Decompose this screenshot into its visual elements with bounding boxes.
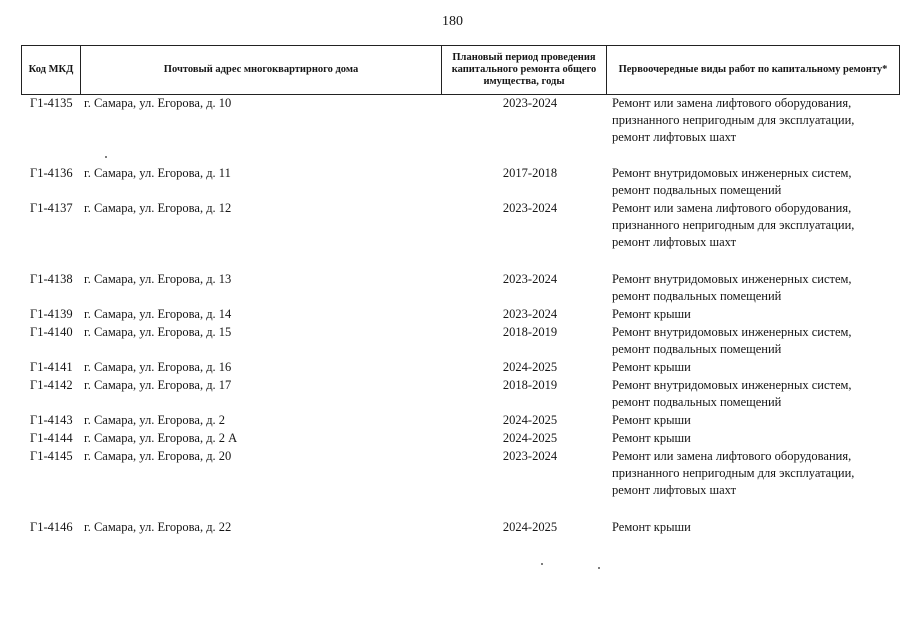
work-line: ремонт подвальных помещений bbox=[612, 342, 782, 356]
work-line: ремонт подвальных помещений bbox=[612, 395, 782, 409]
header-period: Плановый период проведения капитального ремонта общего имущества, годы bbox=[442, 46, 607, 94]
cell-period: 2018-2019 bbox=[502, 378, 558, 392]
cell-works bbox=[612, 306, 897, 323]
scan-speck bbox=[541, 563, 543, 565]
work-line: ремонт лифтовых шахт bbox=[612, 235, 737, 249]
cell-address: г. Самара, ул. Егорова, д. 10 bbox=[84, 96, 232, 110]
header-address: Почтовый адрес многоквартирного дома bbox=[81, 46, 442, 94]
cell-code: Г1-4144 bbox=[30, 431, 73, 445]
work-line: ремонт лифтовых шахт bbox=[612, 130, 737, 144]
work-line: Ремонт внутридомовых инженерных систем, bbox=[612, 378, 852, 392]
work-line: Ремонт внутридомовых инженерных систем, bbox=[612, 166, 852, 180]
cell-code: Г1-4146 bbox=[30, 520, 73, 534]
work-line: Ремонт крыши bbox=[612, 360, 691, 374]
cell-code: Г1-4141 bbox=[30, 360, 73, 374]
cell-works bbox=[612, 359, 897, 376]
work-line: Ремонт или замена лифтового оборудования, bbox=[612, 201, 852, 215]
cell-period: 2023-2024 bbox=[502, 96, 558, 110]
cell-address: г. Самара, ул. Егорова, д. 11 bbox=[84, 166, 231, 180]
scan-speck bbox=[105, 156, 107, 158]
cell-code: Г1-4142 bbox=[30, 378, 73, 392]
scan-speck bbox=[598, 567, 600, 569]
work-line: Ремонт или замена лифтового оборудования, bbox=[612, 449, 852, 463]
cell-address: г. Самара, ул. Егорова, д. 15 bbox=[84, 325, 232, 339]
cell-address: г. Самара, ул. Егорова, д. 2 bbox=[84, 413, 226, 427]
page-number: 180 bbox=[442, 14, 463, 29]
cell-works bbox=[612, 271, 897, 305]
cell-code: Г1-4135 bbox=[30, 96, 73, 110]
cell-works bbox=[612, 324, 897, 358]
cell-works bbox=[612, 412, 897, 429]
cell-address: г. Самара, ул. Егорова, д. 14 bbox=[84, 307, 232, 321]
work-line: ремонт подвальных помещений bbox=[612, 183, 782, 197]
cell-code: Г1-4143 bbox=[30, 413, 73, 427]
work-line: Ремонт внутридомовых инженерных систем, bbox=[612, 325, 852, 339]
cell-period: 2023-2024 bbox=[502, 449, 558, 463]
work-line: Ремонт крыши bbox=[612, 307, 691, 321]
table-header bbox=[21, 45, 900, 95]
cell-period: 2023-2024 bbox=[502, 201, 558, 215]
cell-code: Г1-4139 bbox=[30, 307, 73, 321]
work-line: признанного непригодным для эксплуатации, bbox=[612, 218, 855, 232]
cell-code: Г1-4137 bbox=[30, 201, 73, 215]
work-line: Ремонт или замена лифтового оборудования, bbox=[612, 96, 852, 110]
cell-period: 2024-2025 bbox=[502, 520, 558, 534]
cell-works bbox=[612, 448, 897, 499]
cell-works bbox=[612, 165, 897, 199]
cell-code: Г1-4138 bbox=[30, 272, 73, 286]
cell-works bbox=[612, 430, 897, 447]
cell-address: г. Самара, ул. Егорова, д. 20 bbox=[84, 449, 232, 463]
cell-period: 2024-2025 bbox=[502, 431, 558, 445]
cell-code: Г1-4136 bbox=[30, 166, 73, 180]
cell-period: 2017-2018 bbox=[502, 166, 558, 180]
cell-address: г. Самара, ул. Егорова, д. 16 bbox=[84, 360, 232, 374]
cell-period: 2024-2025 bbox=[502, 413, 558, 427]
cell-address: г. Самара, ул. Егорова, д. 2 А bbox=[84, 431, 238, 445]
work-line: Ремонт крыши bbox=[612, 413, 691, 427]
cell-period: 2018-2019 bbox=[502, 325, 558, 339]
cell-address: г. Самара, ул. Егорова, д. 13 bbox=[84, 272, 232, 286]
cell-works bbox=[612, 519, 897, 536]
cell-period: 2023-2024 bbox=[502, 307, 558, 321]
cell-code: Г1-4140 bbox=[30, 325, 73, 339]
work-line: ремонт подвальных помещений bbox=[612, 289, 782, 303]
work-line: признанного непригодным для эксплуатации, bbox=[612, 113, 855, 127]
cell-works bbox=[612, 95, 897, 146]
work-line: Ремонт крыши bbox=[612, 520, 691, 534]
work-line: ремонт лифтовых шахт bbox=[612, 483, 737, 497]
cell-address: г. Самара, ул. Егорова, д. 22 bbox=[84, 520, 232, 534]
cell-period: 2024-2025 bbox=[502, 360, 558, 374]
header-works: Первоочередные виды работ по капитальному ремонту* bbox=[618, 64, 888, 75]
work-line: Ремонт крыши bbox=[612, 431, 691, 445]
cell-address: г. Самара, ул. Егорова, д. 17 bbox=[84, 378, 232, 392]
cell-code: Г1-4145 bbox=[30, 449, 73, 463]
cell-address: г. Самара, ул. Егорова, д. 12 bbox=[84, 201, 232, 215]
cell-works bbox=[612, 200, 897, 251]
cell-period: 2023-2024 bbox=[502, 272, 558, 286]
cell-works bbox=[612, 377, 897, 411]
work-line: признанного непригодным для эксплуатации, bbox=[612, 466, 855, 480]
work-line: Ремонт внутридомовых инженерных систем, bbox=[612, 272, 852, 286]
header-code: Код МКД bbox=[22, 46, 81, 94]
